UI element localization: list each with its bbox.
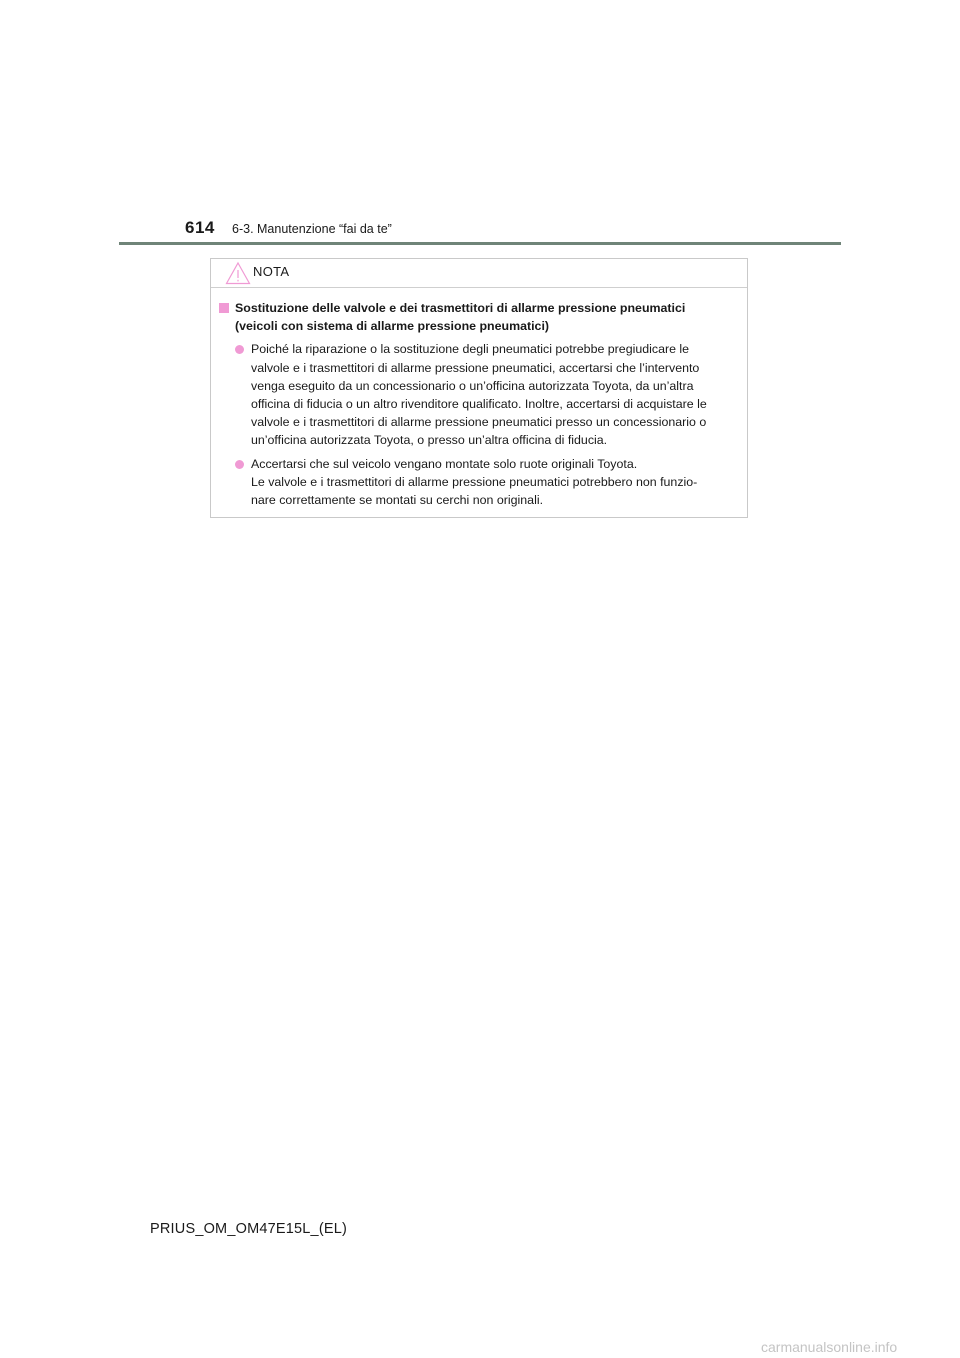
warning-triangle-icon bbox=[225, 261, 251, 285]
dot-bullet bbox=[235, 460, 244, 469]
watermark-link[interactable]: carmanualsonline.info bbox=[761, 1339, 898, 1355]
topic-line: Sostituzione delle valvole e dei trasmettitori di allarme pressione pneumatici bbox=[235, 301, 686, 315]
header-rule bbox=[119, 242, 841, 245]
document-code: PRIUS_OM_OM47E15L_(EL) bbox=[150, 1221, 348, 1237]
bullet-line: Accertarsi che sul veicolo vengano montate solo ruote originali Toyota. bbox=[251, 456, 638, 471]
notice-header bbox=[211, 259, 747, 288]
bullet-line: venga eseguito da un concessionario o un’officina autorizzata Toyota, da un’altra bbox=[251, 378, 694, 393]
notice-body bbox=[211, 288, 747, 509]
bullet-item bbox=[219, 340, 741, 449]
notice-topic bbox=[219, 299, 741, 335]
bullet-line: valvole e i trasmettitori di allarme pressione pneumatici, accertarsi che l’intervento bbox=[251, 360, 700, 375]
notice-label: NOTA bbox=[253, 264, 290, 279]
notice-box bbox=[210, 258, 748, 518]
bullet-item bbox=[219, 455, 741, 510]
bullet-line: nare correttamente se montati su cerchi non originali. bbox=[251, 493, 544, 508]
bullet-line: Poiché la riparazione o la sostituzione degli pneumatici potrebbe pregiudicare le bbox=[251, 342, 690, 357]
page-number: 614 bbox=[185, 218, 215, 237]
square-bullet bbox=[219, 303, 229, 313]
topic-line: (veicoli con sistema di allarme pressione pneumatici) bbox=[235, 319, 550, 334]
bullet-line: valvole e i trasmettitori di allarme pressione pneumatici presso un concessionario o bbox=[251, 415, 707, 430]
bullet-line: officina di fiducia o un altro rivenditore qualificato. Inoltre, accertarsi di acquistare le bbox=[251, 397, 707, 412]
dot-bullet bbox=[235, 345, 244, 354]
bullet-line: un’officina autorizzata Toyota, o presso un’altra officina di fiducia. bbox=[251, 433, 608, 448]
section-title: 6-3. Manutenzione “fai da te” bbox=[232, 222, 392, 236]
bullet-line: Le valvole e i trasmettitori di allarme pressione pneumatici potrebbero non funzio- bbox=[251, 474, 698, 489]
